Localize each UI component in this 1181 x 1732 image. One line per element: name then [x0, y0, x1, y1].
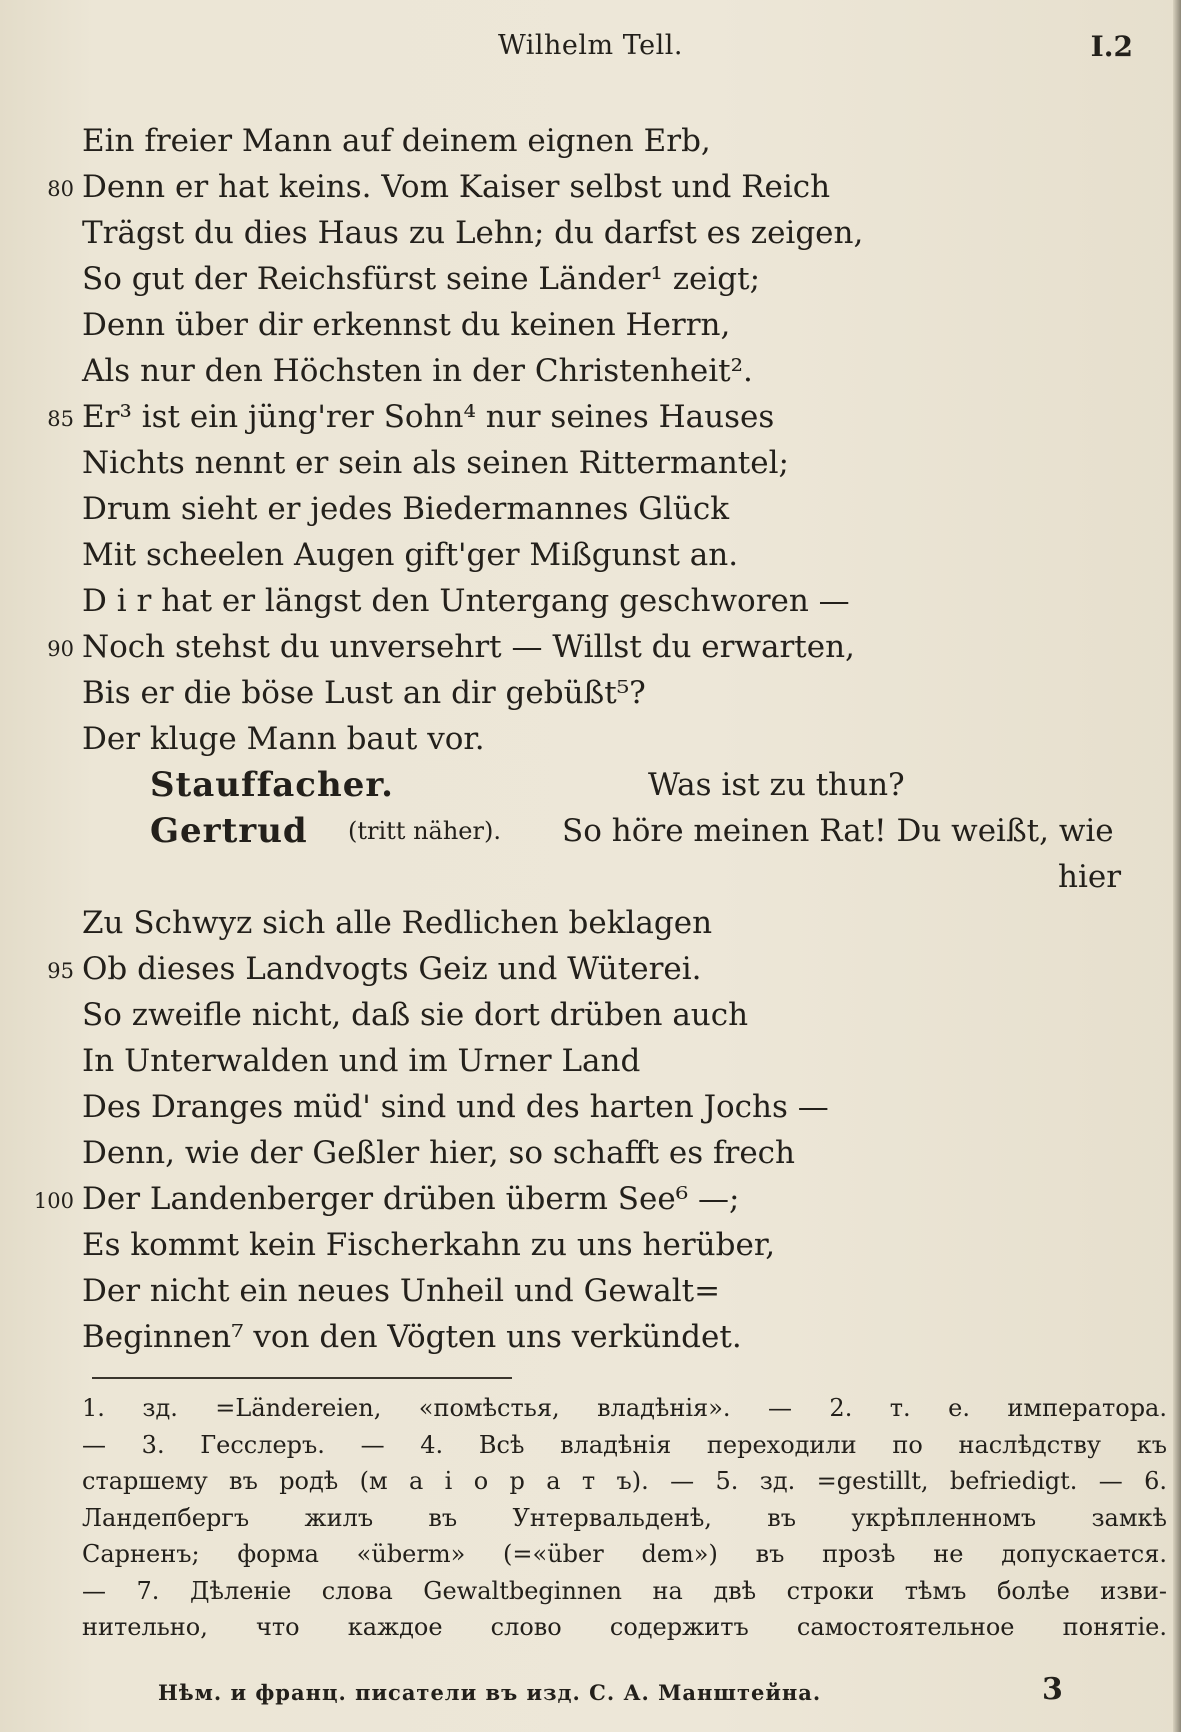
verse-text: Der Landenberger drüben überm See⁶ —; — [82, 1181, 740, 1217]
line-number: 90 — [47, 637, 74, 661]
speaker-name: Stauffacher. — [150, 765, 394, 805]
verse-text: Der nicht ein neues Unheil und Gewalt= — [82, 1273, 721, 1309]
verse-line — [0, 532, 1181, 578]
footnotes — [82, 1390, 1167, 1646]
verse-text: Des Dranges müd' sind und des harten Jochs — — [82, 1089, 829, 1125]
speaker-name: Gertrud — [150, 811, 308, 851]
verse-line — [0, 624, 1181, 670]
verse-line — [0, 900, 1181, 946]
footnote-line: Сарненъ; форма «überm» (=«über dem») въ прозѣ не допускается. — [82, 1540, 1167, 1568]
verse-line — [0, 394, 1181, 440]
footnote-line: — 7. Дѣленіе слова Gewaltbeginnen на двѣ строки тѣмъ болѣе изви- — [82, 1576, 1167, 1605]
verse-line — [0, 946, 1181, 992]
verse-text: Zu Schwyz sich alle Redlichen beklagen — [82, 905, 713, 941]
verse-text: Drum sieht er jedes Biedermannes Glück — [82, 491, 730, 527]
footnote-line: Ландепбергъ жилъ въ Унтервальденѣ, въ укрѣпленномъ замкѣ — [82, 1503, 1167, 1532]
verse-text: Nichts nennt er sein als seinen Rittermantel; — [82, 445, 789, 481]
verse-line — [0, 1130, 1181, 1176]
verse-text: Beginnen⁷ von den Vögten uns verkündet. — [82, 1319, 742, 1355]
verse-line — [0, 1222, 1181, 1268]
footnote-line: 1. зд. =Ländereien, «помѣстья, владѣнія». — 2. т. е. императора. — [82, 1394, 1167, 1422]
footnote-line: нительно, что каждое слово содержитъ самостоятельное понятіе. — [82, 1613, 1167, 1641]
verse-text: D i r hat er längst den Untergang geschworen — — [82, 583, 850, 619]
line-number: 95 — [47, 959, 74, 983]
verse-line — [0, 256, 1181, 302]
publisher-signature: Нѣм. и франц. писатели въ изд. С. А. Манштейна. — [158, 1680, 822, 1705]
speech-text: hier — [1058, 859, 1122, 895]
act-scene-reference: I.2 — [1090, 30, 1133, 63]
verse-line — [0, 1268, 1181, 1314]
verse-line — [0, 1314, 1181, 1360]
verse-line — [0, 302, 1181, 348]
verse-text: Bis er die böse Lust an dir gebüßt⁵? — [82, 675, 646, 711]
footnote-line: старшему въ родѣ (м а і о р а т ъ). — 5. зд. =gestillt, befriedigt. — 6. — [82, 1467, 1167, 1495]
verse-text: In Unterwalden und im Urner Land — [82, 1043, 641, 1079]
line-number: 80 — [47, 177, 74, 201]
line-number: 100 — [33, 1189, 74, 1213]
verse-text: Denn über dir erkennst du keinen Herrn, — [82, 307, 731, 343]
verse-text: Denn er hat keins. Vom Kaiser selbst und Reich — [82, 169, 831, 205]
verse-text: Er³ ist ein jüng'rer Sohn⁴ nur seines Hauses — [82, 399, 775, 435]
verse-text: Ein freier Mann auf deinem eignen Erb, — [82, 123, 711, 159]
stage-direction: (tritt näher). — [348, 817, 501, 845]
speech-text: So höre meinen Rat! Du weißt, wie — [562, 813, 1114, 849]
verse-line — [0, 992, 1181, 1038]
verse-line — [0, 210, 1181, 256]
verse-text: Noch stehst du unversehrt — Willst du erwarten, — [82, 629, 855, 665]
verse-text: Als nur den Höchsten in der Christenheit². — [82, 353, 753, 389]
verse-text: Ob dieses Landvogts Geiz und Wüterei. — [82, 951, 702, 987]
footnote-line: — 3. Гесслеръ. — 4. Всѣ владѣнія переходили по наслѣдству къ — [82, 1430, 1167, 1459]
speech-text: Was ist zu thun? — [648, 767, 905, 803]
verse-line — [0, 348, 1181, 394]
running-title: Wilhelm Tell. — [498, 30, 683, 61]
verse-line — [0, 118, 1181, 164]
verse-line — [0, 1176, 1181, 1222]
line-number: 85 — [47, 407, 74, 431]
verse-block — [0, 118, 1181, 1360]
verse-line — [0, 716, 1181, 762]
verse-line — [0, 1038, 1181, 1084]
verse-line — [0, 670, 1181, 716]
page-number: 3 — [1042, 1672, 1063, 1707]
verse-text: So zweifle nicht, daß sie dort drüben auch — [82, 997, 749, 1033]
verse-text: So gut der Reichsfürst seine Länder¹ zeigt; — [82, 261, 761, 297]
verse-line — [0, 164, 1181, 210]
verse-text: Trägst du dies Haus zu Lehn; du darfst es zeigen, — [82, 215, 864, 251]
speech-continuation — [0, 854, 1181, 900]
footnote-rule — [92, 1377, 512, 1379]
verse-text: Mit scheelen Augen gift'ger Mißgunst an. — [82, 537, 739, 573]
verse-text: Es kommt kein Fischerkahn zu uns herüber, — [82, 1227, 776, 1263]
verse-text: Der kluge Mann baut vor. — [82, 721, 485, 757]
speaker-line-gertrud — [0, 808, 1181, 854]
verse-text: Denn, wie der Geßler hier, so schafft es frech — [82, 1135, 795, 1171]
verse-line — [0, 578, 1181, 624]
speaker-line-stauffacher — [0, 762, 1181, 808]
verse-line — [0, 1084, 1181, 1130]
verse-line — [0, 486, 1181, 532]
verse-line — [0, 440, 1181, 486]
